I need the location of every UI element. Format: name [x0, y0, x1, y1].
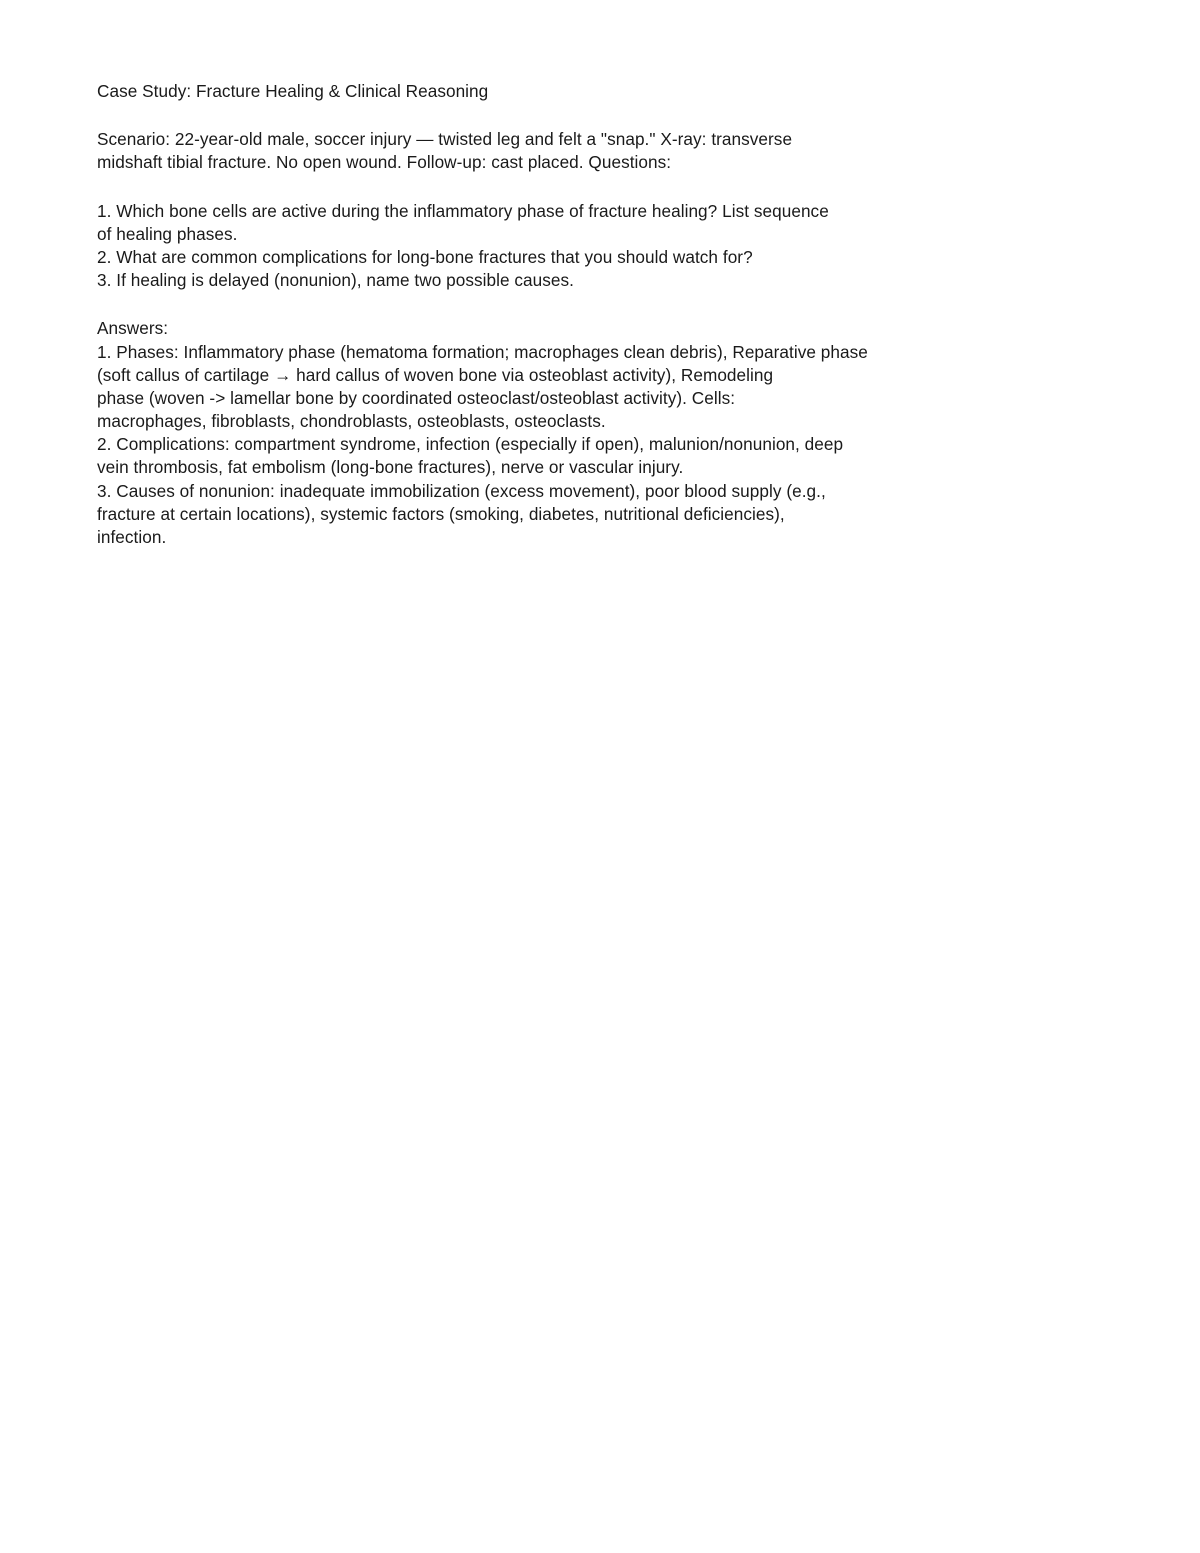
- answer-line: fracture at certain locations), systemic factors (smoking, diabetes, nutritional deficiencies),: [97, 503, 785, 524]
- answer-line: 2. Complications: compartment syndrome, infection (especially if open), malunion/nonunion, deep: [97, 434, 844, 455]
- answer-line: macrophages, fibroblasts, chondroblasts, osteoblasts, osteoclasts.: [97, 411, 606, 432]
- scenario-line: midshaft tibial fracture. No open wound. Follow-up: cast placed. Questions:: [97, 152, 672, 173]
- answer-line: (soft callus of cartilage → hard callus of woven bone via osteoblast activity), Remodeling: [97, 364, 774, 385]
- answer-line: 1. Phases: Inflammatory phase (hematoma formation; macrophages clean debris), Reparative phase: [97, 341, 868, 362]
- question-line: 2. What are common complications for long-bone fractures that you should watch for?: [97, 246, 753, 267]
- answer-line: vein thrombosis, fat embolism (long-bone fractures), nerve or vascular injury.: [97, 457, 684, 478]
- answer-line: infection.: [97, 527, 167, 547]
- document-body: [97, 80, 997, 549]
- spacer: [97, 175, 997, 200]
- answers-heading: Answers:: [97, 318, 169, 339]
- question-line: 3. If healing is delayed (nonunion), name two possible causes.: [97, 270, 574, 291]
- spacer: [97, 103, 997, 128]
- scenario-line: Scenario: 22-year-old male, soccer injury — twisted leg and felt a "snap." X-ray: transverse: [97, 129, 793, 150]
- spacer: [97, 292, 997, 317]
- question-line: of healing phases.: [97, 223, 238, 244]
- document-title: Case Study: Fracture Healing & Clinical Reasoning: [97, 81, 489, 101]
- answer-line: 3. Causes of nonunion: inadequate immobilization (excess movement), poor blood supply (e.g.,: [97, 480, 826, 501]
- answer-line: phase (woven -> lamellar bone by coordinated osteoclast/osteoblast activity). Cells:: [97, 387, 736, 408]
- question-line: 1. Which bone cells are active during the inflammatory phase of fracture healing? List sequence: [97, 200, 829, 221]
